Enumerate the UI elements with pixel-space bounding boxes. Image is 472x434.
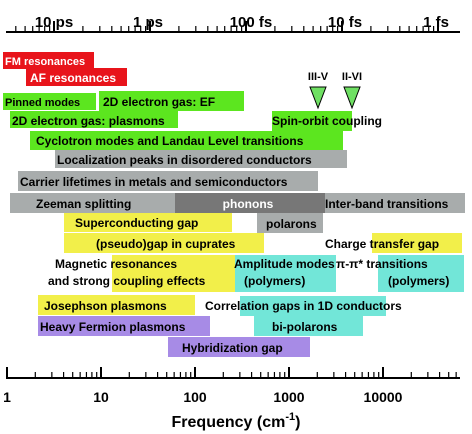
polarons-label: polarons — [266, 217, 317, 231]
superconducting-gap-label: Superconducting gap — [75, 216, 199, 230]
josephson-label: Josephson plasmons — [44, 299, 167, 313]
pinned-modes-label: Pinned modes — [5, 97, 81, 109]
pi-pi-polymers-label: (polymers) — [388, 274, 450, 288]
pi-pi-transitions-label: π-π* transitions — [336, 257, 428, 271]
charge-transfer-label: Charge transfer gap — [325, 237, 440, 251]
interband-label: Inter-band transitions — [325, 197, 449, 211]
top-label-100fs: 100 fs — [229, 14, 273, 31]
amplitude-modes-label: Amplitude modes — [234, 257, 335, 271]
cyclotron-label: Cyclotron modes and Landau Level transitions — [36, 134, 304, 148]
heavy-fermion-label: Heavy Fermion plasmons — [40, 320, 186, 334]
phonons-label: phonons — [222, 197, 274, 211]
bottom-label-100: 100 — [183, 389, 207, 405]
ii-vi-label: II-VI — [341, 71, 363, 83]
magnetic-resonances-label: Magnetic resonances — [55, 257, 178, 271]
fm-resonances-label: FM resonances — [5, 56, 86, 68]
bottom-label-10: 10 — [93, 389, 109, 405]
pseudogap-label: (pseudo)gap in cuprates — [96, 237, 236, 251]
axis-title-sup: -1 — [285, 411, 296, 423]
localization-label: Localization peaks in disordered conductors — [57, 153, 312, 167]
af-resonances-label: AF resonances — [30, 71, 117, 85]
carrier-lifetimes-label: Carrier lifetimes in metals and semiconductors — [20, 175, 288, 189]
correlation-gaps-label: Correlation gaps in 1D conductors — [205, 299, 402, 313]
top-label-1ps: 1 ps — [132, 14, 164, 31]
top-label-1fs: 1 fs — [423, 14, 449, 31]
top-time-axis — [6, 14, 460, 32]
strong-coupling-label: and strong coupling effects — [48, 274, 206, 288]
axis-title-end: ) — [295, 414, 301, 431]
ii-vi-triangle — [344, 87, 360, 108]
bottom-label-10000: 10000 — [363, 389, 403, 405]
electron-gas-ef-label: 2D electron gas: EF — [103, 95, 216, 109]
iii-v-label: III-V — [307, 71, 329, 83]
axis-title — [172, 411, 301, 431]
top-label-10fs: 10 fs — [327, 14, 363, 31]
axis-title-text: Frequency (cm — [171, 414, 286, 431]
bottom-label-1: 1 — [3, 389, 11, 405]
spin-orbit-label: Spin-orbit coupling — [272, 114, 382, 128]
zeeman-label: Zeeman splitting — [36, 197, 132, 211]
bottom-frequency-axis — [3, 367, 460, 431]
top-axis-ticks — [16, 21, 438, 32]
top-label-10ps: 10 ps — [34, 14, 74, 31]
iii-v-triangle — [310, 87, 326, 108]
bottom-axis-ticks — [7, 367, 456, 378]
electron-gas-plasmons-label: 2D electron gas: plasmons — [12, 114, 165, 128]
bottom-label-1000: 1000 — [273, 389, 305, 405]
amplitude-polymers-label: (polymers) — [244, 274, 306, 288]
hybridization-label: Hybridization gap — [182, 341, 283, 355]
semiconductor-markers — [308, 71, 362, 108]
bi-polarons-label: bi-polarons — [272, 320, 338, 334]
